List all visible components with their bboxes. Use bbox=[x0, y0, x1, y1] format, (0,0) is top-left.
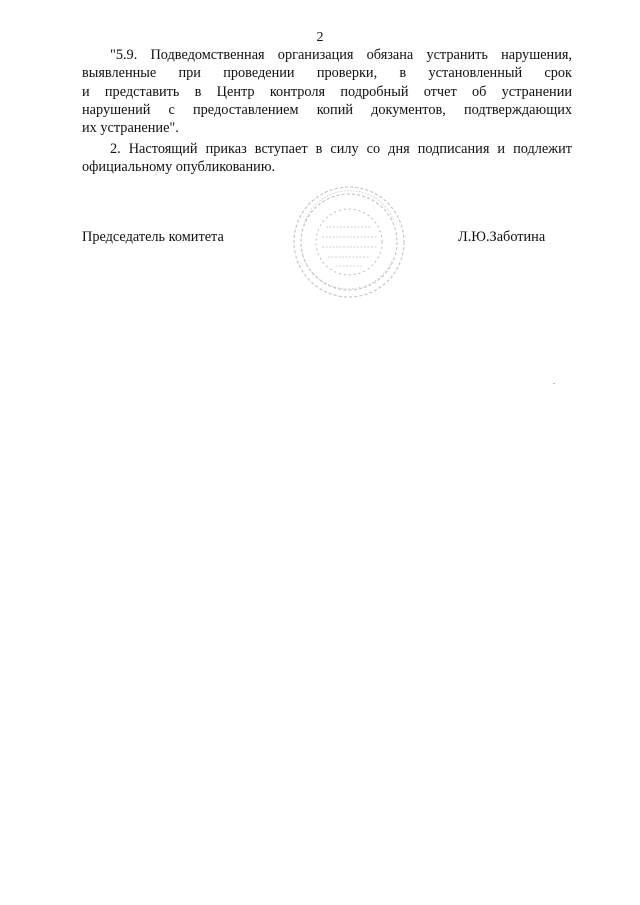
paragraph-line: нарушений с предоставлением копий документов, подтверждающих bbox=[82, 101, 572, 118]
signature-name: Л.Ю.Заботина bbox=[458, 229, 546, 245]
page-number: 2 bbox=[316, 30, 324, 45]
scan-speck bbox=[553, 383, 555, 384]
paragraph-line: "5.9. Подведомственная организация обязана устранить нарушения, bbox=[110, 47, 572, 63]
paragraph-line: официальному опубликованию. bbox=[82, 159, 276, 176]
paragraph-line: 2. Настоящий приказ вступает в силу со дня подписания и подлежит bbox=[110, 141, 572, 157]
paragraph-line: выявленные при проведении проверки, в установленный срок bbox=[82, 65, 572, 82]
round-seal-stamp-icon bbox=[290, 183, 408, 301]
paragraph-amendment bbox=[82, 46, 572, 137]
paragraph-line: их устранение". bbox=[82, 120, 179, 137]
paragraph-effective-date bbox=[82, 140, 572, 177]
signature-title: Председатель комитета bbox=[82, 229, 224, 245]
paragraph-line: и представить в Центр контроля подробный отчет об устранении bbox=[82, 83, 572, 100]
